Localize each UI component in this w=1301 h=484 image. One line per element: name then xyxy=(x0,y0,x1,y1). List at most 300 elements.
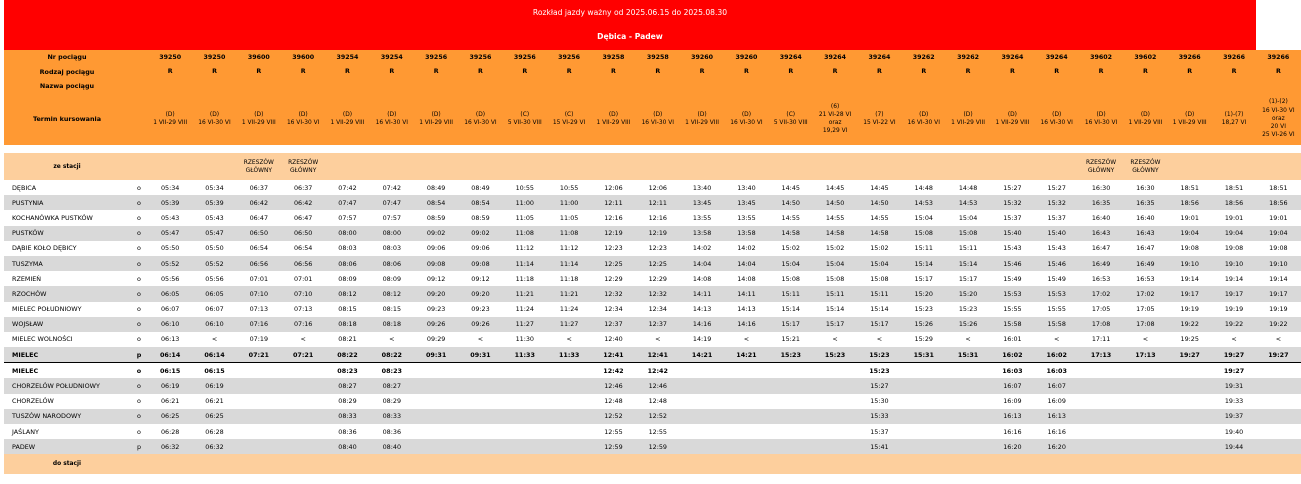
time-cell: 16:35 xyxy=(1079,195,1123,210)
train-name-row-value xyxy=(1035,79,1079,93)
time-cell: 19:27 xyxy=(1212,363,1256,379)
station-name: TUSZYMA xyxy=(4,256,130,271)
time-cell: 09:20 xyxy=(414,286,458,301)
time-cell: 06:25 xyxy=(192,409,236,424)
time-cell: 09:23 xyxy=(414,302,458,317)
station-row xyxy=(4,226,1301,241)
time-cell: 11:05 xyxy=(503,210,547,225)
time-cell: 08:15 xyxy=(370,302,414,317)
time-cell: 05:47 xyxy=(192,226,236,241)
to-station-value xyxy=(458,454,502,474)
time-cell: 15:04 xyxy=(813,256,857,271)
train-number-row-value: 39266 xyxy=(1256,50,1300,65)
time-cell: 14:11 xyxy=(680,286,724,301)
time-cell: 15:37 xyxy=(857,424,901,439)
train-name-row-value xyxy=(591,79,635,93)
time-cell: 15:08 xyxy=(769,271,813,286)
time-cell: 09:26 xyxy=(458,317,502,332)
time-cell xyxy=(281,424,325,439)
time-cell: 15:49 xyxy=(1035,271,1079,286)
station-row xyxy=(4,271,1301,286)
train-name-row-value xyxy=(1123,79,1167,93)
time-cell: 12:34 xyxy=(591,302,635,317)
time-cell: 07:42 xyxy=(370,180,414,195)
time-cell: 11:08 xyxy=(503,226,547,241)
time-cell: 11:27 xyxy=(503,317,547,332)
train-type-row-value: R xyxy=(370,65,414,80)
running-dates-value: (D) 1 VII-29 VIII xyxy=(946,93,990,145)
time-cell: 14:58 xyxy=(813,226,857,241)
time-cell xyxy=(813,409,857,424)
time-cell: 05:34 xyxy=(192,180,236,195)
time-cell: 19:17 xyxy=(1212,286,1256,301)
time-cell: 15:11 xyxy=(857,286,901,301)
time-cell: 06:37 xyxy=(237,180,281,195)
time-cell: 14:19 xyxy=(680,332,724,347)
time-cell: 15:27 xyxy=(1035,180,1079,195)
time-cell: 11:00 xyxy=(503,195,547,210)
train-type-row xyxy=(4,65,1301,80)
time-cell: 16:30 xyxy=(1123,180,1167,195)
from-station-label: ze stacji xyxy=(4,153,130,180)
time-cell: 19:33 xyxy=(1212,394,1256,409)
train-number-row-value: 39258 xyxy=(636,50,680,65)
time-cell: 19:17 xyxy=(1168,286,1212,301)
time-cell: 08:00 xyxy=(325,226,369,241)
train-type-row-value: R xyxy=(192,65,236,80)
time-cell: 15:20 xyxy=(946,286,990,301)
time-cell: 12:48 xyxy=(636,394,680,409)
arrival-departure-mark: o xyxy=(130,180,148,195)
time-cell: 09:12 xyxy=(414,271,458,286)
running-dates-value: (D) 16 VI-30 VI xyxy=(281,93,325,145)
time-cell: 19:08 xyxy=(1256,241,1300,256)
time-cell: 17:13 xyxy=(1123,347,1167,363)
time-cell: 15:17 xyxy=(857,317,901,332)
time-cell: 06:21 xyxy=(192,394,236,409)
to-station-value xyxy=(1256,454,1300,474)
time-cell: 06:56 xyxy=(281,256,325,271)
time-cell: 15:02 xyxy=(769,241,813,256)
train-name-row-value xyxy=(1168,79,1212,93)
time-cell xyxy=(458,363,502,379)
time-cell xyxy=(237,378,281,393)
running-dates-value: (D) 16 VI-30 VI xyxy=(1079,93,1123,145)
time-cell: 14:50 xyxy=(813,195,857,210)
from-station-value: RZESZÓW GŁÓWNY xyxy=(281,153,325,180)
time-cell xyxy=(680,378,724,393)
time-cell: 07:13 xyxy=(237,302,281,317)
train-number-row-value: 39260 xyxy=(724,50,768,65)
train-number-row-value: 39264 xyxy=(769,50,813,65)
time-cell: 16:16 xyxy=(990,424,1034,439)
time-cell: 11:12 xyxy=(503,241,547,256)
time-cell: 08:21 xyxy=(325,332,369,347)
time-cell xyxy=(769,394,813,409)
time-cell: 15:02 xyxy=(813,241,857,256)
time-cell xyxy=(1123,363,1167,379)
time-cell: 14:53 xyxy=(946,195,990,210)
time-cell xyxy=(281,378,325,393)
time-cell: 16:40 xyxy=(1079,210,1123,225)
time-cell xyxy=(1079,409,1123,424)
time-cell xyxy=(902,439,946,454)
from-station-value xyxy=(503,153,547,180)
time-cell: 19:27 xyxy=(1212,347,1256,363)
from-station-value xyxy=(458,153,502,180)
arrival-departure-mark: o xyxy=(130,286,148,301)
time-cell xyxy=(813,378,857,393)
time-cell xyxy=(1079,439,1123,454)
time-cell: 11:12 xyxy=(547,241,591,256)
time-cell: < xyxy=(946,332,990,347)
time-cell: 14:16 xyxy=(680,317,724,332)
time-cell: 17:11 xyxy=(1079,332,1123,347)
time-cell xyxy=(813,439,857,454)
from-station-value xyxy=(547,153,591,180)
running-dates-value: (D) 1 VII-29 VIII xyxy=(325,93,369,145)
time-cell: 06:32 xyxy=(192,439,236,454)
time-cell: 05:56 xyxy=(192,271,236,286)
station-name: MIELEC xyxy=(4,363,130,379)
station-name: MIELEC POŁUDNIOWY xyxy=(4,302,130,317)
to-station-value xyxy=(636,454,680,474)
time-cell: 08:22 xyxy=(325,347,369,363)
time-cell xyxy=(414,363,458,379)
time-cell xyxy=(503,394,547,409)
time-cell: 15:17 xyxy=(813,317,857,332)
time-cell xyxy=(237,424,281,439)
time-cell: 16:43 xyxy=(1079,226,1123,241)
time-cell: 15:53 xyxy=(990,286,1034,301)
time-cell: 06:15 xyxy=(192,363,236,379)
running-dates-value: (7) 15 VI-22 VI xyxy=(857,93,901,145)
time-cell: 15:23 xyxy=(857,363,901,379)
station-name: RZOCHÓW xyxy=(4,286,130,301)
time-cell: 16:43 xyxy=(1123,226,1167,241)
train-name-row-value xyxy=(237,79,281,93)
time-cell xyxy=(724,378,768,393)
from-station-value xyxy=(769,153,813,180)
station-row xyxy=(4,409,1301,424)
time-cell: 07:10 xyxy=(281,286,325,301)
time-cell: 15:31 xyxy=(902,347,946,363)
time-cell: 17:02 xyxy=(1123,286,1167,301)
time-cell: 14:50 xyxy=(769,195,813,210)
time-cell xyxy=(946,439,990,454)
time-cell: 15:04 xyxy=(769,256,813,271)
time-cell: 19:10 xyxy=(1168,256,1212,271)
from-station-value xyxy=(857,153,901,180)
time-cell: 19:01 xyxy=(1256,210,1300,225)
to-station-value xyxy=(281,454,325,474)
station-name: KOCHANÓWKA PUSTKÓW xyxy=(4,210,130,225)
time-cell: 06:37 xyxy=(281,180,325,195)
train-type-row-value: R xyxy=(414,65,458,80)
train-number-row-label: Nr pociągu xyxy=(4,50,130,65)
time-cell: 12:06 xyxy=(636,180,680,195)
time-cell xyxy=(724,439,768,454)
time-cell: 08:59 xyxy=(414,210,458,225)
time-cell: 16:09 xyxy=(990,394,1034,409)
time-cell: 18:51 xyxy=(1212,180,1256,195)
time-cell: 11:00 xyxy=(547,195,591,210)
time-cell: 09:12 xyxy=(458,271,502,286)
time-cell: 12:25 xyxy=(636,256,680,271)
to-station-value xyxy=(547,454,591,474)
from-station-value: RZESZÓW GŁÓWNY xyxy=(237,153,281,180)
time-cell xyxy=(724,363,768,379)
time-cell xyxy=(1256,363,1300,379)
train-name-row-value xyxy=(946,79,990,93)
time-cell: 06:54 xyxy=(281,241,325,256)
train-number-row-value: 39256 xyxy=(458,50,502,65)
time-cell xyxy=(769,424,813,439)
time-cell: 12:23 xyxy=(591,241,635,256)
from-station-value xyxy=(148,153,192,180)
time-cell xyxy=(1256,394,1300,409)
running-dates-value: (D) 16 VI-30 VI xyxy=(192,93,236,145)
time-cell: 12:11 xyxy=(591,195,635,210)
time-cell: 06:56 xyxy=(237,256,281,271)
time-cell: 08:54 xyxy=(414,195,458,210)
time-cell: 15:23 xyxy=(769,347,813,363)
running-dates-value: (D) 1 VII-29 VIII xyxy=(1168,93,1212,145)
to-station-value xyxy=(503,454,547,474)
running-dates-value: (1)-(7) 18,27 VI xyxy=(1212,93,1256,145)
time-cell: 16:20 xyxy=(990,439,1034,454)
time-cell: 14:13 xyxy=(680,302,724,317)
time-cell xyxy=(1168,439,1212,454)
time-cell: 19:04 xyxy=(1168,226,1212,241)
train-type-row-value: R xyxy=(769,65,813,80)
to-station-value xyxy=(192,454,236,474)
time-cell: 08:22 xyxy=(370,347,414,363)
time-cell: 12:16 xyxy=(591,210,635,225)
time-cell: < xyxy=(192,332,236,347)
from-station-value xyxy=(946,153,990,180)
time-cell: < xyxy=(724,332,768,347)
time-cell xyxy=(902,363,946,379)
time-cell: 08:12 xyxy=(325,286,369,301)
time-cell: 08:18 xyxy=(370,317,414,332)
time-cell: 15:04 xyxy=(946,210,990,225)
train-name-row-value xyxy=(990,79,1034,93)
running-dates-value: (C) 5 VII-30 VIII xyxy=(503,93,547,145)
time-cell: < xyxy=(813,332,857,347)
time-cell: 13:45 xyxy=(724,195,768,210)
station-name: TUSZÓW NARODOWY xyxy=(4,409,130,424)
time-cell: 15:17 xyxy=(902,271,946,286)
time-cell xyxy=(813,394,857,409)
train-number-row-value: 39600 xyxy=(281,50,325,65)
time-cell: 14:21 xyxy=(724,347,768,363)
time-cell: 15:26 xyxy=(946,317,990,332)
time-cell: 19:31 xyxy=(1212,378,1256,393)
time-cell xyxy=(680,409,724,424)
train-name-row xyxy=(4,79,1301,93)
arrival-departure-mark: p xyxy=(130,439,148,454)
arrival-departure-mark: o xyxy=(130,363,148,379)
running-dates-value: (D) 1 VII-29 VIII xyxy=(237,93,281,145)
time-cell: 05:52 xyxy=(192,256,236,271)
time-cell xyxy=(503,439,547,454)
time-cell: 12:48 xyxy=(591,394,635,409)
time-cell xyxy=(902,409,946,424)
train-name-row-value xyxy=(724,79,768,93)
time-cell: 12:52 xyxy=(591,409,635,424)
to-station-value xyxy=(1035,454,1079,474)
time-cell: 08:33 xyxy=(325,409,369,424)
time-cell: 11:18 xyxy=(547,271,591,286)
time-cell: 15:55 xyxy=(990,302,1034,317)
train-type-row-mark xyxy=(130,65,148,80)
time-cell: 10:55 xyxy=(547,180,591,195)
train-name-row-value xyxy=(414,79,458,93)
station-name: PADEW xyxy=(4,439,130,454)
time-cell: 15:32 xyxy=(1035,195,1079,210)
time-cell xyxy=(813,363,857,379)
time-cell: 07:10 xyxy=(237,286,281,301)
time-cell: 09:06 xyxy=(458,241,502,256)
time-cell: 09:08 xyxy=(414,256,458,271)
time-cell xyxy=(503,409,547,424)
time-cell: 14:55 xyxy=(857,210,901,225)
time-cell: 16:02 xyxy=(1035,347,1079,363)
time-cell: 15:58 xyxy=(1035,317,1079,332)
train-type-row-value: R xyxy=(1256,65,1300,80)
time-cell: 06:13 xyxy=(148,332,192,347)
to-station-label: do stacji xyxy=(4,454,130,474)
time-cell: 17:02 xyxy=(1079,286,1123,301)
time-cell xyxy=(458,409,502,424)
time-cell: 19:04 xyxy=(1256,226,1300,241)
time-cell: 09:31 xyxy=(414,347,458,363)
time-cell xyxy=(547,424,591,439)
time-cell: 15:14 xyxy=(813,302,857,317)
time-cell: 09:02 xyxy=(414,226,458,241)
time-cell: 19:22 xyxy=(1168,317,1212,332)
time-cell: 11:08 xyxy=(547,226,591,241)
time-cell: 11:24 xyxy=(503,302,547,317)
time-cell: 16:09 xyxy=(1035,394,1079,409)
time-cell: 06:21 xyxy=(148,394,192,409)
time-cell xyxy=(458,424,502,439)
time-cell: 15:43 xyxy=(990,241,1034,256)
time-cell xyxy=(414,439,458,454)
time-cell: 08:00 xyxy=(370,226,414,241)
train-number-row-value: 39264 xyxy=(857,50,901,65)
arrival-departure-mark: o xyxy=(130,332,148,347)
time-cell: 12:59 xyxy=(636,439,680,454)
time-cell: 08:06 xyxy=(370,256,414,271)
time-cell: 15:37 xyxy=(1035,210,1079,225)
time-cell: 14:58 xyxy=(857,226,901,241)
time-cell: 12:42 xyxy=(591,363,635,379)
time-cell xyxy=(414,424,458,439)
time-cell: 12:46 xyxy=(591,378,635,393)
time-cell: 12:37 xyxy=(636,317,680,332)
time-cell: 15:40 xyxy=(1035,226,1079,241)
time-cell xyxy=(281,409,325,424)
time-cell: 15:46 xyxy=(1035,256,1079,271)
running-dates-value: (C) 5 VII-30 VIII xyxy=(769,93,813,145)
time-cell: 15:14 xyxy=(857,302,901,317)
time-cell: 06:14 xyxy=(148,347,192,363)
time-cell: 07:47 xyxy=(325,195,369,210)
time-cell: 14:02 xyxy=(680,241,724,256)
time-cell: < xyxy=(281,332,325,347)
time-cell: 19:22 xyxy=(1212,317,1256,332)
time-cell xyxy=(237,394,281,409)
from-station-value xyxy=(325,153,369,180)
station-row xyxy=(4,378,1301,393)
time-cell: 13:40 xyxy=(680,180,724,195)
time-cell: 15:23 xyxy=(813,347,857,363)
time-cell: 12:11 xyxy=(636,195,680,210)
time-cell: 09:08 xyxy=(458,256,502,271)
train-number-row-value: 39258 xyxy=(591,50,635,65)
time-cell xyxy=(769,439,813,454)
time-cell xyxy=(547,409,591,424)
train-number-row-value: 39250 xyxy=(148,50,192,65)
time-cell: 19:08 xyxy=(1168,241,1212,256)
train-type-row-value: R xyxy=(813,65,857,80)
time-cell: 06:05 xyxy=(192,286,236,301)
train-type-row-value: R xyxy=(237,65,281,80)
time-cell: 07:19 xyxy=(237,332,281,347)
time-cell xyxy=(237,409,281,424)
timetable-grid xyxy=(4,50,1301,474)
time-cell: < xyxy=(636,332,680,347)
station-row xyxy=(4,210,1301,225)
time-cell xyxy=(1256,439,1300,454)
train-number-row-value: 39256 xyxy=(414,50,458,65)
time-cell: 15:27 xyxy=(990,180,1034,195)
time-cell: 06:05 xyxy=(148,286,192,301)
train-name-row-value xyxy=(192,79,236,93)
train-number-row-value: 39264 xyxy=(990,50,1034,65)
time-cell: 11:24 xyxy=(547,302,591,317)
to-station-value xyxy=(414,454,458,474)
time-cell xyxy=(946,378,990,393)
train-name-row-mark xyxy=(130,79,148,93)
time-cell: 16:49 xyxy=(1123,256,1167,271)
time-cell: 16:35 xyxy=(1123,195,1167,210)
train-number-row-value: 39264 xyxy=(1035,50,1079,65)
time-cell: 16:16 xyxy=(1035,424,1079,439)
train-type-row-value: R xyxy=(148,65,192,80)
time-cell: 12:19 xyxy=(636,226,680,241)
time-cell: 11:21 xyxy=(503,286,547,301)
time-cell: 07:21 xyxy=(281,347,325,363)
time-cell: 08:49 xyxy=(414,180,458,195)
station-name: PUSTKÓW xyxy=(4,226,130,241)
time-cell: 08:27 xyxy=(370,378,414,393)
arrival-departure-mark: o xyxy=(130,241,148,256)
time-cell: 06:25 xyxy=(148,409,192,424)
time-cell: 12:29 xyxy=(591,271,635,286)
time-cell: 15:31 xyxy=(946,347,990,363)
time-cell xyxy=(1123,424,1167,439)
station-name: WOJSŁAW xyxy=(4,317,130,332)
train-name-row-value xyxy=(769,79,813,93)
train-number-row-value: 39260 xyxy=(680,50,724,65)
timetable xyxy=(4,0,1295,474)
time-cell: 15:41 xyxy=(857,439,901,454)
time-cell: 19:10 xyxy=(1212,256,1256,271)
time-cell: 06:28 xyxy=(148,424,192,439)
